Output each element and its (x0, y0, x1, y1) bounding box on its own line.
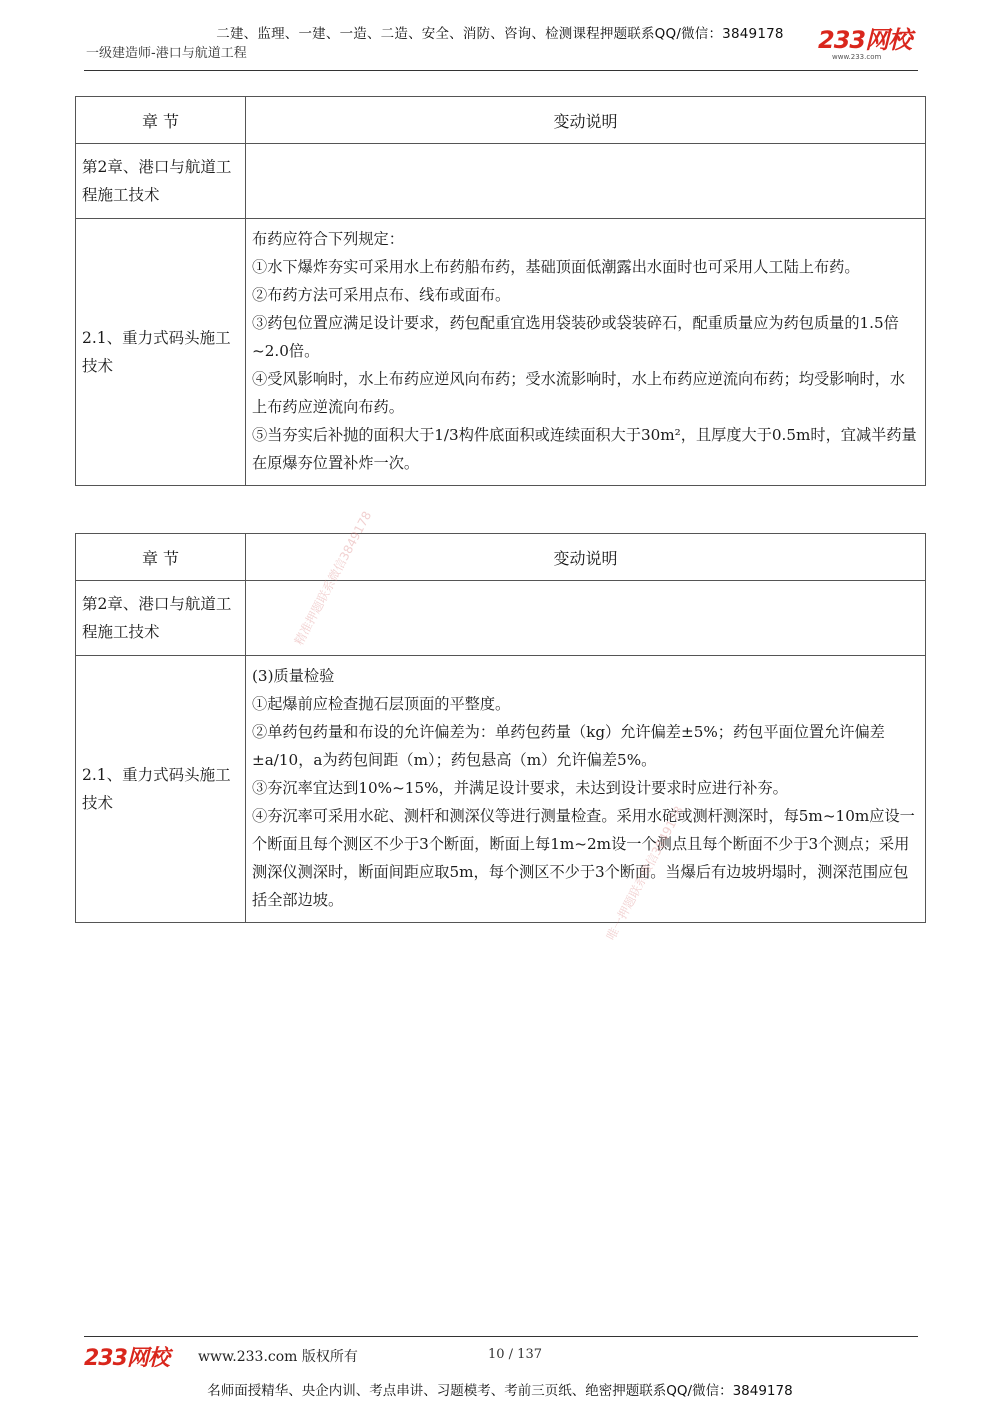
description-line: (3)质量检验 (252, 667, 335, 685)
top-banner: 二建、监理、一建、一造、二造、安全、消防、咨询、检测课程押题联系QQ/微信：3849178 (216, 26, 784, 42)
description-cell (246, 656, 926, 923)
document-title: 一级建造师-港口与航道工程 (86, 46, 247, 61)
description-line: ①起爆前应检查抛石层顶面的平整度。 (252, 695, 511, 713)
column-header-section: 章 节 (76, 534, 246, 581)
logo-text: 233网校 (818, 26, 912, 54)
description-line: ④受风影响时，水上布药应逆风向布药；受水流影响时，水上布药应逆流向布药；均受影响时，水上布药应逆流向布药。 (252, 370, 906, 416)
header-divider (84, 70, 918, 71)
chapter-row (76, 581, 926, 656)
section-row (76, 219, 926, 486)
chapter-cell: 第2章、港口与航道工程施工技术 (76, 581, 246, 656)
description-line: ④夯沉率可采用水砣、测杆和测深仪等进行测量检查。采用水砣或测杆测深时，每5m~10m应设一个断面且每个测区不少于3个断面，断面上每1m~2m设一个测点且每个断面不少于3个测点；采用测深仪测深时，断面间距应取5m，每个测区不少于3个断面。当爆后有边坡坍塌时，测深范围应包括全部边坡。 (252, 807, 915, 909)
footer-logo: 233网校 (84, 1346, 169, 1371)
description-line: 布药应符合下列规定： (252, 230, 404, 248)
description-line: ①水下爆炸夯实可采用水上布药船布药，基础顶面低潮露出水面时也可采用人工陆上布药。 (252, 258, 860, 276)
footer-divider (84, 1336, 918, 1337)
table-header-row (76, 534, 926, 581)
logo-url: www.233.com (832, 53, 882, 61)
chapter-cell: 第2章、港口与航道工程施工技术 (76, 144, 246, 219)
change-table-2 (75, 533, 926, 923)
chapter-description-cell (246, 581, 926, 656)
description-line: ②布药方法可采用点布、线布或面布。 (252, 286, 511, 304)
chapter-row (76, 144, 926, 219)
watermark: 唯一押题联系微信3849178 (603, 803, 687, 943)
section-cell: 2.1、重力式码头施工技术 (76, 219, 246, 486)
description-line: ③夯沉率宜达到10%~15%，并满足设计要求，未达到设计要求时应进行补夯。 (252, 779, 788, 797)
column-header-description: 变动说明 (246, 534, 926, 581)
table-header-row (76, 97, 926, 144)
change-table-1 (75, 96, 926, 486)
copyright-text: www.233.com 版权所有 (198, 1349, 358, 1365)
chapter-description-cell (246, 144, 926, 219)
column-header-section: 章 节 (76, 97, 246, 144)
description-line: ③药包位置应满足设计要求，药包配重宜选用袋装砂或袋装碎石，配重质量应为药包质量的1.5倍~2.0倍。 (252, 314, 899, 360)
description-line: ⑤当夯实后补抛的面积大于1/3构件底面积或连续面积大于30m²，且厚度大于0.5m时，宜减半药量在原爆夯位置补炸一次。 (252, 426, 917, 472)
section-cell: 2.1、重力式码头施工技术 (76, 656, 246, 923)
bottom-banner: 名师面授精华、央企内训、考点串讲、习题模考、考前三页纸、绝密押题联系QQ/微信：3849178 (207, 1383, 793, 1399)
description-line: ②单药包药量和布设的允许偏差为：单药包药量（kg）允许偏差±5%；药包平面位置允许偏差±a/10，a为药包间距（m）；药包悬高（m）允许偏差5%。 (252, 723, 885, 769)
section-row (76, 656, 926, 923)
brand-logo (818, 28, 928, 64)
watermark: 精准押题联系微信3849178 (291, 508, 375, 648)
column-header-description: 变动说明 (246, 97, 926, 144)
description-cell (246, 219, 926, 486)
page-number: 10 / 137 (488, 1347, 542, 1362)
